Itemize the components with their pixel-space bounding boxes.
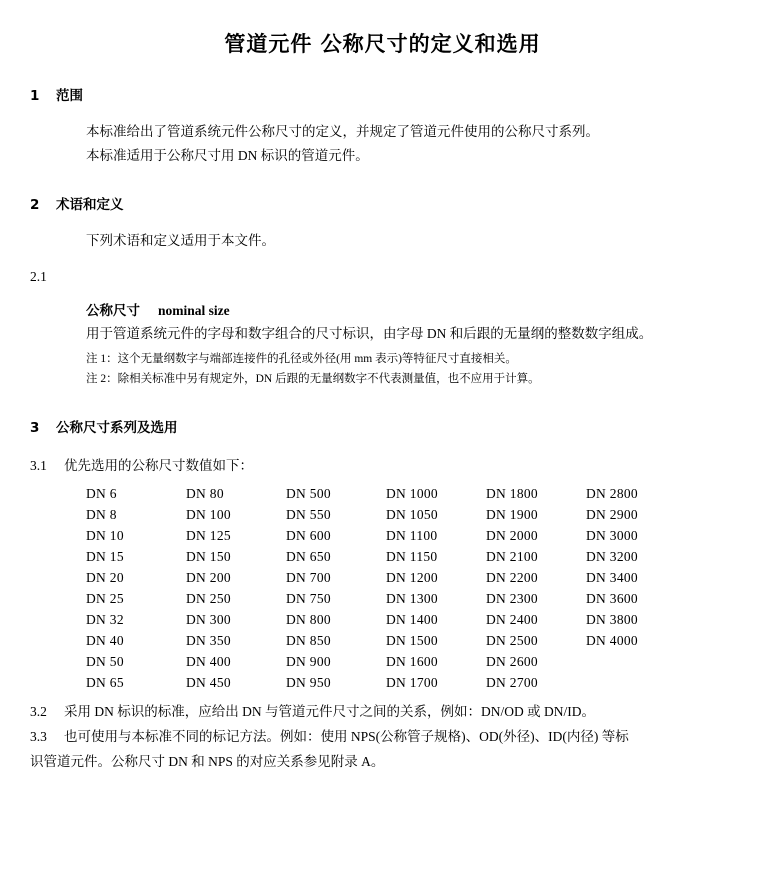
dn-cell: DN 1800 [486, 486, 538, 502]
table-row [86, 673, 686, 694]
dn-cell: DN 2500 [486, 633, 538, 649]
dn-cell: DN 2800 [586, 486, 638, 502]
clause-3-2-label: 3.2 [30, 703, 47, 719]
dn-cell: DN 125 [186, 528, 231, 544]
dn-cell: DN 1400 [386, 612, 438, 628]
page-title: 管道元件 公称尺寸的定义和选用 [224, 32, 541, 56]
dn-cell: DN 2900 [586, 507, 638, 523]
clause-3-1-text: 优先选用的公称尺寸数值如下： [64, 457, 253, 473]
dn-cell: DN 2700 [486, 675, 538, 691]
dn-cell: DN 1150 [386, 549, 438, 565]
table-row [86, 505, 686, 526]
clause-3-1 [30, 454, 737, 478]
dn-cell: DN 3600 [586, 591, 638, 607]
dn-cell: DN 6 [86, 486, 117, 502]
dn-cell: DN 1600 [386, 654, 438, 670]
dn-cell: DN 1700 [386, 675, 438, 691]
dn-cell: DN 3000 [586, 528, 638, 544]
section-title-3: 公称尺寸系列及选用 [56, 419, 178, 436]
clause-3-3-text: 也可使用与本标准不同的标记方法。例如：使用 NPS(公称管子规格)、OD(外径)、ID(内径) 等标 [64, 728, 629, 744]
clause-3-2 [30, 700, 729, 725]
clause-3-2-text: 采用 DN 标识的标准，应给出 DN 与管道元件尺寸之间的关系，例如：DN/OD 或 DN/ID。 [64, 703, 595, 719]
dn-cell: DN 850 [286, 633, 331, 649]
section-title-1: 范围 [56, 88, 83, 104]
term-chinese: 公称尺寸 [86, 302, 140, 319]
dn-cell: DN 8 [86, 507, 117, 523]
dn-cell: DN 80 [186, 486, 224, 502]
dn-cell: DN 650 [286, 549, 331, 565]
dn-cell: DN 40 [86, 633, 124, 649]
dn-cell: DN 3200 [586, 549, 638, 565]
term-note-1: 注 1：这个无量纲数字与端部连接件的孔径或外径(用 mm 表示)等特征尺寸直接相关。 [86, 353, 517, 366]
dn-cell: DN 2600 [486, 654, 538, 670]
section-heading-2 [30, 193, 737, 213]
dn-cell: DN 25 [86, 591, 124, 607]
dn-cell: DN 50 [86, 654, 124, 670]
dn-cell: DN 3400 [586, 570, 638, 586]
dn-cell: DN 10 [86, 528, 124, 544]
clause-3-1-label: 3.1 [30, 457, 47, 473]
dn-cell: DN 950 [286, 675, 331, 691]
section-heading-1 [30, 84, 737, 104]
section-number-3: 3 [30, 419, 40, 436]
table-row [86, 589, 686, 610]
dn-cell: DN 2200 [486, 570, 538, 586]
table-row [86, 631, 686, 652]
dn-cell: DN 100 [186, 507, 231, 523]
term-entry [86, 299, 737, 319]
table-row [86, 547, 686, 568]
dn-cell: DN 32 [86, 612, 124, 628]
section-number-1: 1 [30, 88, 40, 104]
dn-cell: DN 250 [186, 591, 231, 607]
table-row [86, 484, 686, 505]
section-title-2: 术语和定义 [56, 197, 124, 214]
dn-cell: DN 2400 [486, 612, 538, 628]
dn-cell: DN 1200 [386, 570, 438, 586]
dn-cell: DN 800 [286, 612, 331, 628]
dn-cell: DN 900 [286, 654, 331, 670]
table-row [86, 526, 686, 547]
dn-cell: DN 1000 [386, 486, 438, 502]
dn-cell: DN 4000 [586, 633, 638, 649]
section-1-paragraph-2: 本标准适用于公称尺寸用 DN 标识的管道元件。 [86, 147, 369, 163]
dn-cell: DN 20 [86, 570, 124, 586]
dn-cell: DN 550 [286, 507, 331, 523]
dn-cell: DN 2000 [486, 528, 538, 544]
dn-cell: DN 300 [186, 612, 231, 628]
term-english: nominal size [158, 302, 230, 318]
dn-cell: DN 1050 [386, 507, 438, 523]
table-row [86, 610, 686, 631]
dn-values-table [86, 484, 686, 694]
dn-cell: DN 350 [186, 633, 231, 649]
section-number-2: 2 [30, 197, 40, 214]
dn-cell: DN 65 [86, 675, 124, 691]
dn-cell: DN 450 [186, 675, 231, 691]
dn-cell: DN 1500 [386, 633, 438, 649]
dn-cell: DN 600 [286, 528, 331, 544]
dn-cell: DN 700 [286, 570, 331, 586]
document-page [0, 28, 765, 893]
dn-cell: DN 500 [286, 486, 331, 502]
dn-cell: DN 1100 [386, 528, 438, 544]
section-1-paragraph-1: 本标准给出了管道系统元件公称尺寸的定义，并规定了管道元件使用的公称尺寸系列。 [86, 124, 599, 139]
term-note-2: 注 2：除相关标准中另有规定外，DN 后跟的无量纲数字不代表测量值，也不应用于计算。 [86, 373, 540, 386]
dn-cell [586, 673, 686, 694]
dn-cell: DN 2300 [486, 591, 538, 607]
dn-cell: DN 3800 [586, 612, 638, 628]
clause-3-3-label: 3.3 [30, 728, 47, 744]
dn-cell: DN 200 [186, 570, 231, 586]
clause-3-3-text-continued: 识管道元件。公称尺寸 DN 和 NPS 的对应关系参见附录 A。 [30, 753, 385, 769]
table-row [86, 652, 686, 673]
dn-cell: DN 400 [186, 654, 231, 670]
dn-cell: DN 1900 [486, 507, 538, 523]
dn-cell: DN 2100 [486, 549, 538, 565]
clause-number-2-1: 2.1 [30, 268, 47, 284]
section-2-paragraph-1: 下列术语和定义适用于本文件。 [86, 233, 275, 249]
table-row [86, 568, 686, 589]
dn-cell: DN 750 [286, 591, 331, 607]
dn-cell: DN 1300 [386, 591, 438, 607]
dn-cell: DN 15 [86, 549, 124, 565]
dn-cell [586, 652, 686, 673]
clause-3-3 [30, 725, 729, 775]
term-definition: 用于管道系统元件的字母和数字组合的尺寸标识，由字母 DN 和后跟的无量纲的整数数字组成。 [86, 325, 653, 341]
dn-cell: DN 150 [186, 549, 231, 565]
section-heading-3 [30, 416, 737, 436]
